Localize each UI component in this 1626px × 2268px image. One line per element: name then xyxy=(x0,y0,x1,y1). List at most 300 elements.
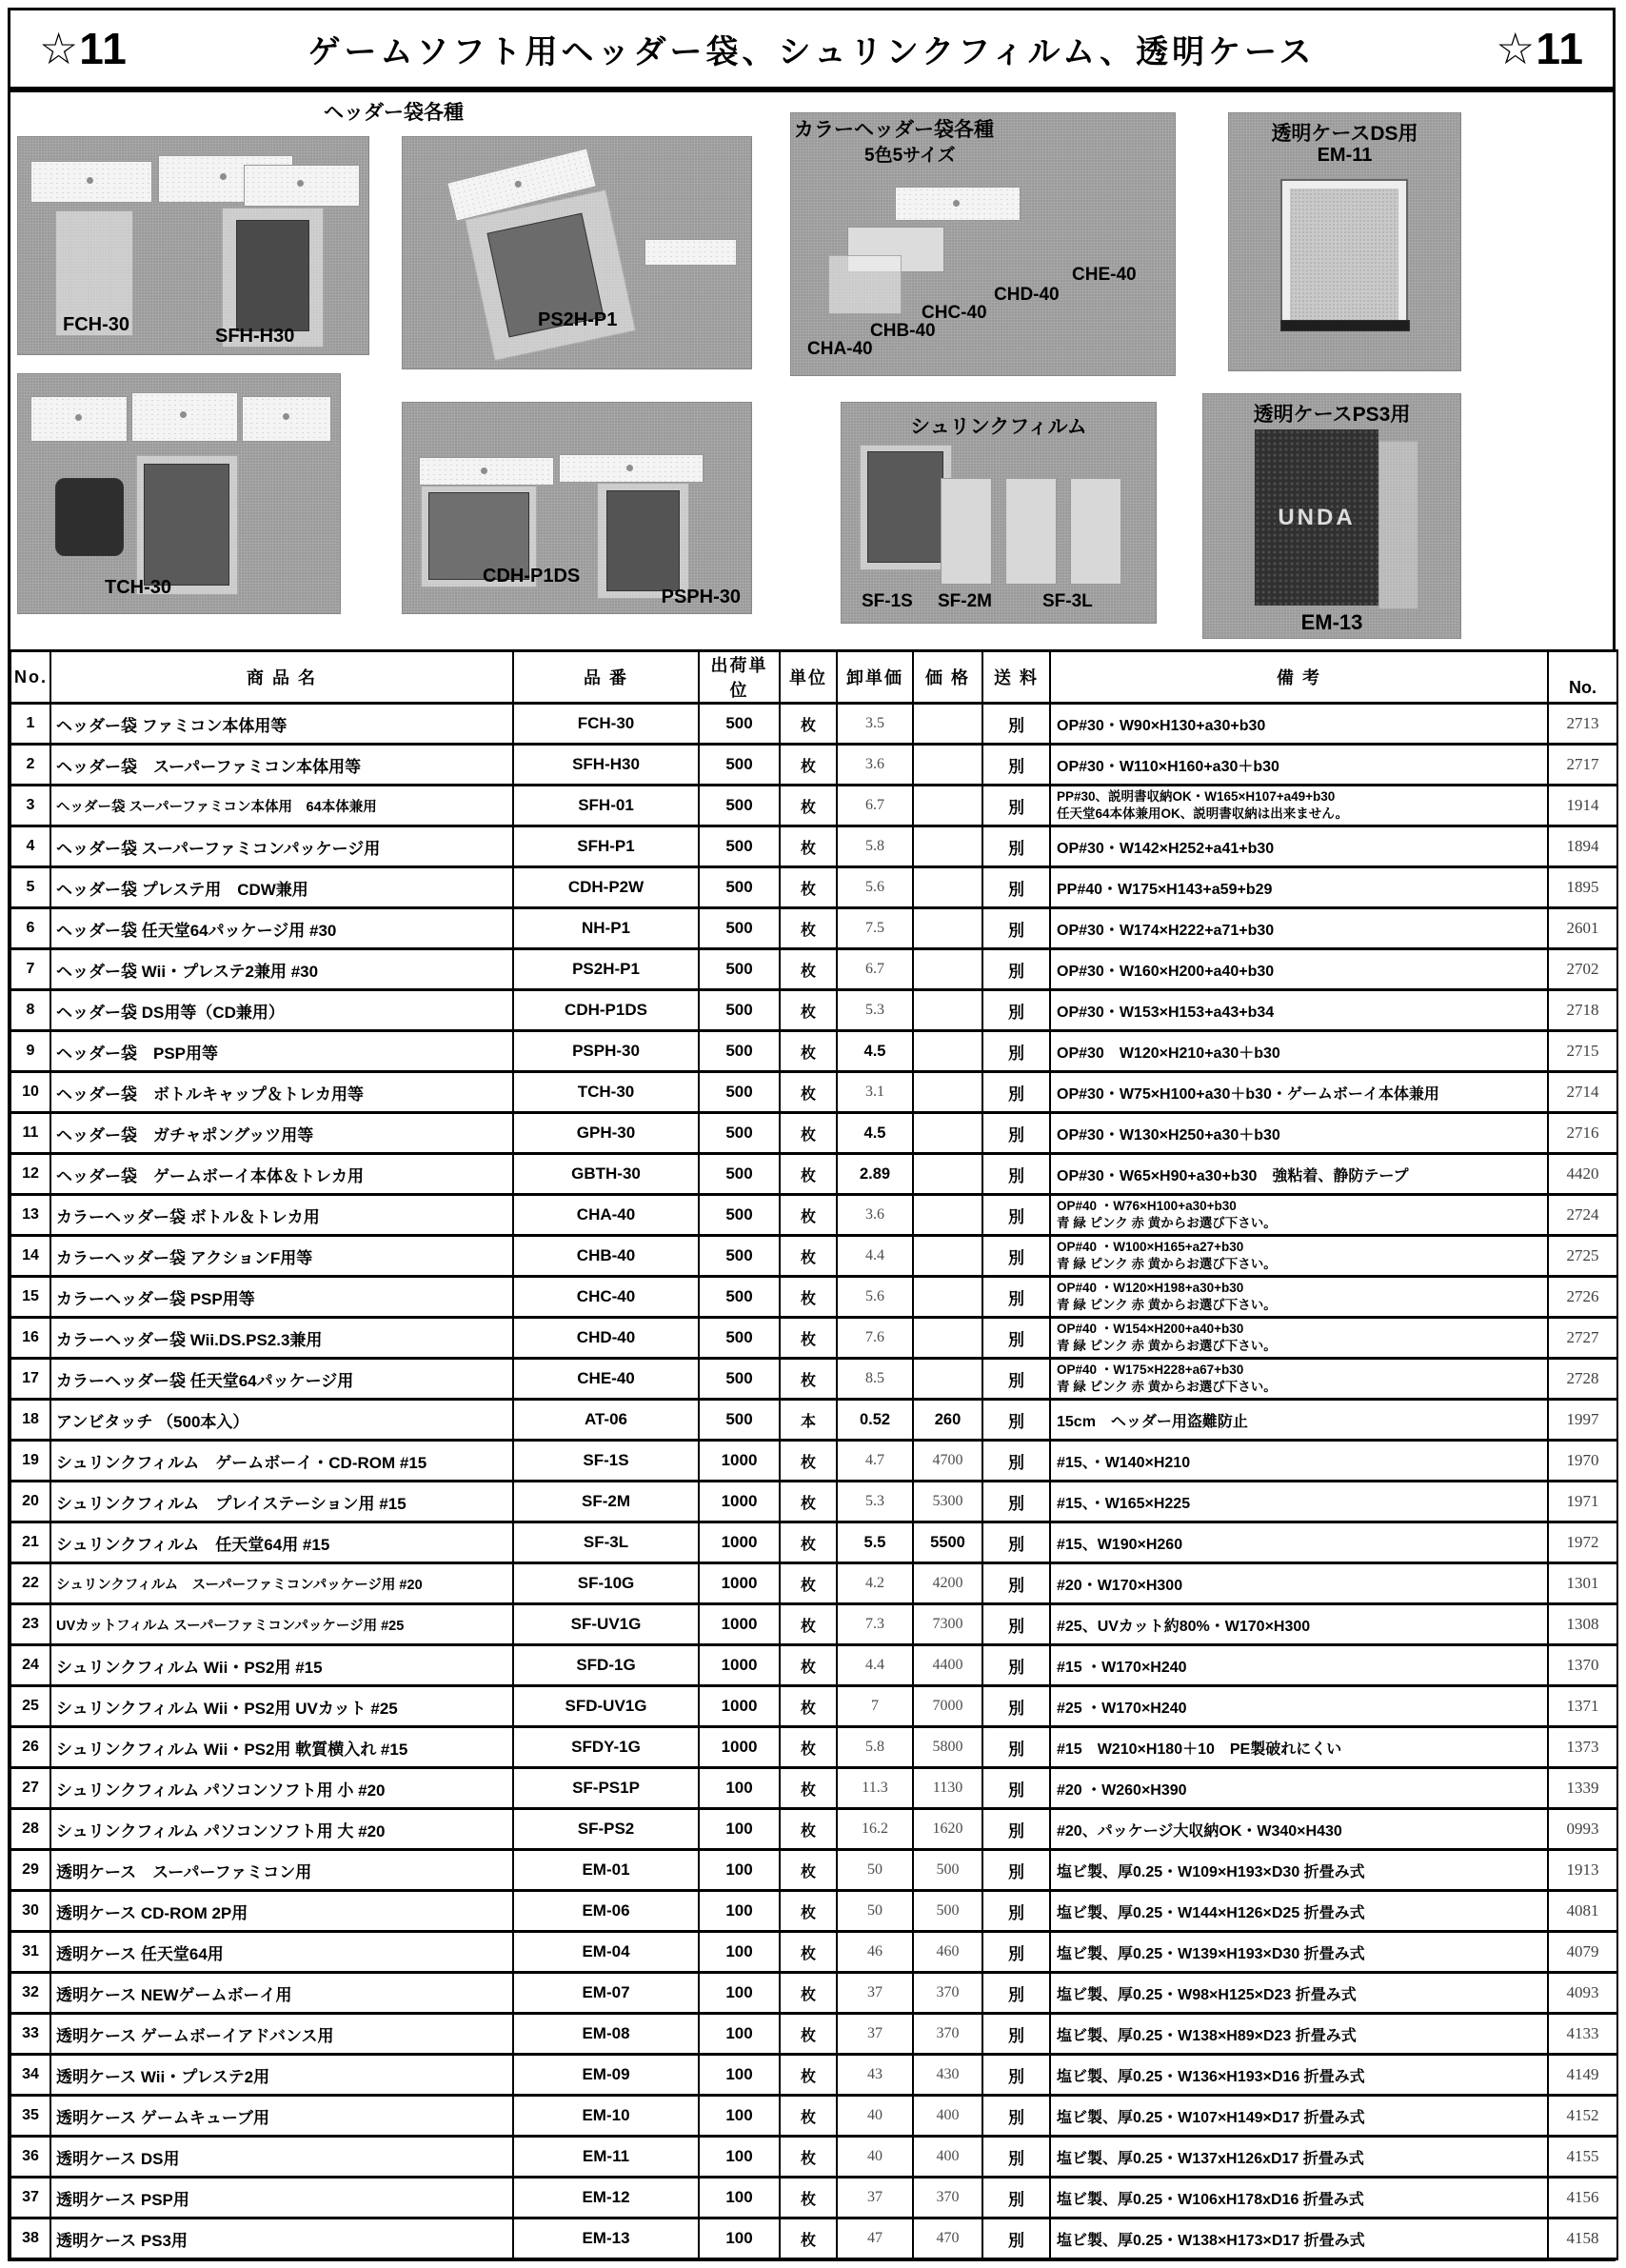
shipping: 別 xyxy=(982,1236,1050,1277)
photo-label: SF-1S xyxy=(862,591,913,611)
shipping: 別 xyxy=(982,1441,1050,1482)
table-row xyxy=(10,2178,1617,2218)
table-row xyxy=(10,1768,1617,1809)
row-no: 26 xyxy=(10,1727,50,1768)
unit: 枚 xyxy=(780,2096,837,2137)
wholesale-price: 4.5 xyxy=(837,1031,913,1072)
product-name: 透明ケース DS用 xyxy=(50,2137,513,2178)
ship-unit: 1000 xyxy=(699,1441,780,1482)
product-code: SFDY-1G xyxy=(513,1727,699,1768)
wholesale-price: 11.3 xyxy=(837,1768,913,1809)
catalog-no: 1339 xyxy=(1548,1768,1617,1809)
wholesale-price: 7.6 xyxy=(837,1318,913,1359)
product-name: ヘッダー袋 DS用等（CD兼用） xyxy=(50,990,513,1031)
wholesale-price: 4.4 xyxy=(837,1645,913,1686)
shipping: 別 xyxy=(982,1686,1050,1727)
ship-unit: 500 xyxy=(699,1277,780,1318)
shipping: 別 xyxy=(982,1645,1050,1686)
catalog-no: 2714 xyxy=(1548,1072,1617,1113)
wholesale-price: 4.5 xyxy=(837,1113,913,1154)
product-code: EM-12 xyxy=(513,2178,699,2218)
wholesale-price: 47 xyxy=(837,2218,913,2259)
catalog-no: 2716 xyxy=(1548,1113,1617,1154)
unit: 枚 xyxy=(780,2014,837,2055)
row-no: 3 xyxy=(10,786,50,826)
product-table xyxy=(10,649,1618,2260)
unit: 枚 xyxy=(780,1113,837,1154)
product-code: GBTH-30 xyxy=(513,1154,699,1195)
product-code: SF-2M xyxy=(513,1482,699,1522)
wholesale-price: 6.7 xyxy=(837,949,913,990)
shipping: 別 xyxy=(982,1359,1050,1400)
product-name: シュリンクフィルム スーパーファミコンパッケージ用 #20 xyxy=(50,1563,513,1604)
wholesale-price: 50 xyxy=(837,1850,913,1891)
film-pane xyxy=(1005,478,1057,585)
shipping: 別 xyxy=(982,1400,1050,1441)
product-code: PS2H-P1 xyxy=(513,949,699,990)
ship-unit: 500 xyxy=(699,867,780,908)
photo-label: FCH-30 xyxy=(63,314,130,335)
row-no: 4 xyxy=(10,826,50,867)
wholesale-price: 8.5 xyxy=(837,1359,913,1400)
row-no: 18 xyxy=(10,1400,50,1441)
hang-hole xyxy=(220,173,227,180)
hang-hole xyxy=(626,465,633,471)
wholesale-price: 40 xyxy=(837,2096,913,2137)
remarks: OP#40 ・W76×H100+a30+b30 青 緑 ピンク 赤 黄からお選び下さい。 xyxy=(1050,1195,1548,1236)
shipping: 別 xyxy=(982,1850,1050,1891)
catalog-no: 1997 xyxy=(1548,1400,1617,1441)
shipping: 別 xyxy=(982,1809,1050,1850)
price xyxy=(913,1113,982,1154)
ship-unit: 1000 xyxy=(699,1727,780,1768)
unit: 枚 xyxy=(780,1768,837,1809)
row-no: 33 xyxy=(10,2014,50,2055)
product-name: 透明ケース スーパーファミコン用 xyxy=(50,1850,513,1891)
catalog-no: 1895 xyxy=(1548,867,1617,908)
price xyxy=(913,826,982,867)
wholesale-price: 5.3 xyxy=(837,990,913,1031)
row-no: 1 xyxy=(10,704,50,745)
price: 5300 xyxy=(913,1482,982,1522)
shipping: 別 xyxy=(982,1891,1050,1932)
unit: 枚 xyxy=(780,867,837,908)
photo-label: CHD-40 xyxy=(994,285,1060,305)
product-name: ヘッダー袋 スーパーファミコン本体用等 xyxy=(50,745,513,786)
price: 460 xyxy=(913,1932,982,1973)
price xyxy=(913,908,982,949)
product-name: ヘッダー袋 スーパーファミコンパッケージ用 xyxy=(50,826,513,867)
catalog-no: 1301 xyxy=(1548,1563,1617,1604)
remarks: 塩ビ製、厚0.25・W107×H149×D17 折畳み式 xyxy=(1050,2096,1548,2137)
price: 500 xyxy=(913,1850,982,1891)
catalog-no: 1370 xyxy=(1548,1645,1617,1686)
row-no: 5 xyxy=(10,867,50,908)
photo-label: CHC-40 xyxy=(922,303,987,323)
ship-unit: 1000 xyxy=(699,1645,780,1686)
remarks: 塩ビ製、厚0.25・W144×H126×D25 折畳み式 xyxy=(1050,1891,1548,1932)
bag-contents-illustration xyxy=(606,490,680,591)
price: 1130 xyxy=(913,1768,982,1809)
row-no: 9 xyxy=(10,1031,50,1072)
price xyxy=(913,1154,982,1195)
table-row xyxy=(10,2218,1617,2259)
product-code: EM-01 xyxy=(513,1850,699,1891)
unit: 枚 xyxy=(780,2055,837,2096)
wholesale-price: 3.6 xyxy=(837,745,913,786)
product-name: カラーヘッダー袋 PSP用等 xyxy=(50,1277,513,1318)
table-row xyxy=(10,1359,1617,1400)
wholesale-price: 3.1 xyxy=(837,1072,913,1113)
row-no: 6 xyxy=(10,908,50,949)
table-row xyxy=(10,704,1617,745)
catalog-no: 2728 xyxy=(1548,1359,1617,1400)
ship-unit: 100 xyxy=(699,2014,780,2055)
ship-unit: 500 xyxy=(699,990,780,1031)
wholesale-price: 37 xyxy=(837,1973,913,2014)
table-row xyxy=(10,1522,1617,1563)
ship-unit: 100 xyxy=(699,1768,780,1809)
table-row xyxy=(10,1850,1617,1891)
wholesale-price: 7.3 xyxy=(837,1604,913,1645)
bag-illustration xyxy=(559,454,704,483)
catalog-no: 2702 xyxy=(1548,949,1617,990)
shipping: 別 xyxy=(982,2096,1050,2137)
wholesale-price: 40 xyxy=(837,2137,913,2178)
price xyxy=(913,1318,982,1359)
remarks: #15 ・W170×H240 xyxy=(1050,1645,1548,1686)
table-row xyxy=(10,745,1617,786)
unit: 枚 xyxy=(780,1031,837,1072)
product-code: SFH-01 xyxy=(513,786,699,826)
hang-hole xyxy=(297,180,304,187)
catalog-no: 2601 xyxy=(1548,908,1617,949)
product-name: 透明ケース CD-ROM 2P用 xyxy=(50,1891,513,1932)
shipping: 別 xyxy=(982,1154,1050,1195)
price xyxy=(913,990,982,1031)
product-code: SF-UV1G xyxy=(513,1604,699,1645)
price: 400 xyxy=(913,2137,982,2178)
remarks: #25、UVカット約80%・W170×H300 xyxy=(1050,1604,1548,1645)
shipping: 別 xyxy=(982,1482,1050,1522)
table-row xyxy=(10,1727,1617,1768)
product-code: CHC-40 xyxy=(513,1277,699,1318)
product-name: ヘッダー袋 スーパーファミコン本体用 64本体兼用 xyxy=(50,786,513,826)
product-code: CHB-40 xyxy=(513,1236,699,1277)
price xyxy=(913,949,982,990)
film-illustration xyxy=(941,478,1121,585)
catalog-no: 4152 xyxy=(1548,2096,1617,2137)
product-photo-color-header-bags xyxy=(790,112,1176,376)
wholesale-price: 0.52 xyxy=(837,1400,913,1441)
table-row xyxy=(10,908,1617,949)
ship-unit: 500 xyxy=(699,1400,780,1441)
product-code: AT-06 xyxy=(513,1400,699,1441)
price xyxy=(913,867,982,908)
hang-hole xyxy=(953,200,960,207)
col-header-no: No. xyxy=(10,651,50,704)
row-no: 31 xyxy=(10,1932,50,1973)
unit: 枚 xyxy=(780,1686,837,1727)
catalog-no: 2717 xyxy=(1548,745,1617,786)
row-no: 38 xyxy=(10,2218,50,2259)
price: 400 xyxy=(913,2096,982,2137)
wholesale-price: 5.3 xyxy=(837,1482,913,1522)
hang-hole xyxy=(283,413,289,420)
catalog-no: 1894 xyxy=(1548,826,1617,867)
hang-hole xyxy=(87,177,93,184)
row-no: 23 xyxy=(10,1604,50,1645)
price: 260 xyxy=(913,1400,982,1441)
product-name: ヘッダー袋 PSP用等 xyxy=(50,1031,513,1072)
remarks: OP#30・W174×H222+a71+b30 xyxy=(1050,908,1548,949)
product-name: カラーヘッダー袋 Wii.DS.PS2.3兼用 xyxy=(50,1318,513,1359)
row-no: 19 xyxy=(10,1441,50,1482)
shipping: 別 xyxy=(982,2178,1050,2218)
hang-hole xyxy=(514,180,522,188)
col-header-ship-unit: 出荷単位 xyxy=(699,651,780,704)
product-code: SF-PS2 xyxy=(513,1809,699,1850)
shipping: 別 xyxy=(982,1522,1050,1563)
case-illustration xyxy=(1378,441,1418,609)
wholesale-price: 5.6 xyxy=(837,1277,913,1318)
ship-unit: 500 xyxy=(699,704,780,745)
product-code: EM-08 xyxy=(513,2014,699,2055)
ship-unit: 100 xyxy=(699,1932,780,1973)
ship-unit: 100 xyxy=(699,2137,780,2178)
col-header-unit: 単位 xyxy=(780,651,837,704)
product-name: 透明ケース ゲームボーイアドバンス用 xyxy=(50,2014,513,2055)
product-code: SFD-UV1G xyxy=(513,1686,699,1727)
unit: 枚 xyxy=(780,1809,837,1850)
remarks: OP#40 ・W175×H228+a67+b30 青 緑 ピンク 赤 黄からお選び下さい。 xyxy=(1050,1359,1548,1400)
shipping: 別 xyxy=(982,2014,1050,2055)
col-header-remarks: 備 考 xyxy=(1050,651,1548,704)
bag-illustration xyxy=(30,396,128,442)
ship-unit: 500 xyxy=(699,1072,780,1113)
bag-contents-illustration xyxy=(236,220,309,331)
price xyxy=(913,745,982,786)
catalog-no: 2726 xyxy=(1548,1277,1617,1318)
shipping: 別 xyxy=(982,990,1050,1031)
catalog-no: 1371 xyxy=(1548,1686,1617,1727)
remarks: #25 ・W170×H240 xyxy=(1050,1686,1548,1727)
page-number-right: ☆11 xyxy=(1496,24,1584,73)
unit: 枚 xyxy=(780,2137,837,2178)
hang-hole xyxy=(180,411,187,418)
catalog-no: 2725 xyxy=(1548,1236,1617,1277)
shipping: 別 xyxy=(982,1768,1050,1809)
product-name: ヘッダー袋 プレステ用 CDW兼用 xyxy=(50,867,513,908)
photo-label: TCH-30 xyxy=(105,577,172,598)
ship-unit: 500 xyxy=(699,1154,780,1195)
remarks: OP#40 ・W120×H198+a30+b30 青 緑 ピンク 赤 黄からお選び下さい。 xyxy=(1050,1277,1548,1318)
bag-illustration xyxy=(244,165,360,207)
remarks: OP#30・W75×H100+a30＋b30・ゲームボーイ本体兼用 xyxy=(1050,1072,1548,1113)
catalog-no: 2713 xyxy=(1548,704,1617,745)
ship-unit: 1000 xyxy=(699,1563,780,1604)
catalog-no: 1914 xyxy=(1548,786,1617,826)
ship-unit: 500 xyxy=(699,1195,780,1236)
product-name: 透明ケース Wii・プレステ2用 xyxy=(50,2055,513,2096)
table-row xyxy=(10,1645,1617,1686)
unit: 枚 xyxy=(780,1195,837,1236)
wholesale-price: 4.2 xyxy=(837,1563,913,1604)
table-row xyxy=(10,1236,1617,1277)
remarks: #15 W210×H180＋10 PE製破れにくい xyxy=(1050,1727,1548,1768)
case-cover-art xyxy=(1255,429,1378,606)
row-no: 13 xyxy=(10,1195,50,1236)
bag-illustration xyxy=(30,161,152,203)
page-title: ゲームソフト用ヘッダー袋、シュリンクフィルム、透明ケース xyxy=(307,33,1316,70)
ship-unit: 500 xyxy=(699,1236,780,1277)
product-name: ヘッダー袋 ボトルキャップ＆トレカ用等 xyxy=(50,1072,513,1113)
remarks: 塩ビ製、厚0.25・W136×H193×D16 折畳み式 xyxy=(1050,2055,1548,2096)
product-code: EM-04 xyxy=(513,1932,699,1973)
product-name: ヘッダー袋 ゲームボーイ本体＆トレカ用 xyxy=(50,1154,513,1195)
remarks: OP#30・W65×H90+a30+b30 強粘着、静防テープ xyxy=(1050,1154,1548,1195)
catalog-no: 1971 xyxy=(1548,1482,1617,1522)
wholesale-price: 3.6 xyxy=(837,1195,913,1236)
ship-unit: 100 xyxy=(699,1809,780,1850)
remarks: OP#30・W90×H130+a30+b30 xyxy=(1050,704,1548,745)
case-cover-art xyxy=(1290,189,1398,321)
table-row xyxy=(10,1932,1617,1973)
shipping: 別 xyxy=(982,867,1050,908)
product-name: シュリンクフィルム プレイステーション用 #15 xyxy=(50,1482,513,1522)
photo-label: CHA-40 xyxy=(807,339,873,359)
price xyxy=(913,1359,982,1400)
price xyxy=(913,704,982,745)
product-name: シュリンクフィルム パソコンソフト用 大 #20 xyxy=(50,1809,513,1850)
row-no: 35 xyxy=(10,2096,50,2137)
product-photo-clear-case-ds xyxy=(1228,112,1461,371)
catalog-no: 4420 xyxy=(1548,1154,1617,1195)
ship-unit: 500 xyxy=(699,786,780,826)
catalog-no: 1972 xyxy=(1548,1522,1617,1563)
product-code: CHD-40 xyxy=(513,1318,699,1359)
ship-unit: 500 xyxy=(699,1359,780,1400)
table-row xyxy=(10,1891,1617,1932)
ship-unit: 500 xyxy=(699,826,780,867)
remarks: OP#40 ・W100×H165+a27+b30 青 緑 ピンク 赤 黄からお選び下さい。 xyxy=(1050,1236,1548,1277)
unit: 枚 xyxy=(780,1645,837,1686)
photo-title: シュリンクフィルム xyxy=(910,416,1087,438)
price: 5800 xyxy=(913,1727,982,1768)
photo-title: カラーヘッダー袋各種 xyxy=(794,119,994,141)
film-pane xyxy=(941,478,992,585)
wholesale-price: 16.2 xyxy=(837,1809,913,1850)
unit: 枚 xyxy=(780,1973,837,2014)
shipping: 別 xyxy=(982,1604,1050,1645)
table-row xyxy=(10,1809,1617,1850)
product-code: FCH-30 xyxy=(513,704,699,745)
photo-label: CDH-P1DS xyxy=(483,566,581,587)
product-photo-cdh-psph xyxy=(402,402,752,614)
catalog-no: 2727 xyxy=(1548,1318,1617,1359)
unit: 枚 xyxy=(780,1850,837,1891)
remarks: 塩ビ製、厚0.25・W138×H173×D17 折畳み式 xyxy=(1050,2218,1548,2259)
photo-label: CHE-40 xyxy=(1072,265,1137,285)
shipping: 別 xyxy=(982,1195,1050,1236)
unit: 枚 xyxy=(780,1154,837,1195)
product-code: SFH-P1 xyxy=(513,826,699,867)
photo-label: SFH-H30 xyxy=(215,326,295,347)
price: 370 xyxy=(913,1973,982,2014)
unit: 枚 xyxy=(780,1441,837,1482)
product-name: 透明ケース 任天堂64用 xyxy=(50,1932,513,1973)
price xyxy=(913,1277,982,1318)
unit: 枚 xyxy=(780,1072,837,1113)
catalog-table-body xyxy=(10,704,1617,2259)
catalog-no: 4155 xyxy=(1548,2137,1617,2178)
table-row xyxy=(10,2014,1617,2055)
table-row xyxy=(10,2096,1617,2137)
col-header-product-name: 商 品 名 xyxy=(50,651,513,704)
row-no: 10 xyxy=(10,1072,50,1113)
col-header-price: 価 格 xyxy=(913,651,982,704)
price: 370 xyxy=(913,2178,982,2218)
product-code: CHE-40 xyxy=(513,1359,699,1400)
table-row xyxy=(10,1441,1617,1482)
unit: 枚 xyxy=(780,1932,837,1973)
price: 7000 xyxy=(913,1686,982,1727)
product-code: SFH-H30 xyxy=(513,745,699,786)
remarks: PP#30、説明書収納OK・W165×H107+a49+b30 任天堂64本体兼用OK、説明書収納は出来ません。 xyxy=(1050,786,1548,826)
photo-title: 透明ケースPS3用 xyxy=(1253,404,1411,426)
unit: 枚 xyxy=(780,1277,837,1318)
table-row xyxy=(10,1195,1617,1236)
wholesale-price: 50 xyxy=(837,1891,913,1932)
product-name: 透明ケース PS3用 xyxy=(50,2218,513,2259)
product-code: EM-13 xyxy=(513,2218,699,2259)
catalog-no: 1970 xyxy=(1548,1441,1617,1482)
wholesale-price: 2.89 xyxy=(837,1154,913,1195)
table-row xyxy=(10,949,1617,990)
shipping: 別 xyxy=(982,1973,1050,2014)
col-header-shipping: 送 料 xyxy=(982,651,1050,704)
remarks: 塩ビ製、厚0.25・W138×H89×D23 折畳み式 xyxy=(1050,2014,1548,2055)
ship-unit: 100 xyxy=(699,2218,780,2259)
row-no: 29 xyxy=(10,1850,50,1891)
row-no: 2 xyxy=(10,745,50,786)
remarks: #20 ・W260×H390 xyxy=(1050,1768,1548,1809)
ship-unit: 1000 xyxy=(699,1604,780,1645)
bag-illustration xyxy=(895,187,1021,221)
row-no: 14 xyxy=(10,1236,50,1277)
bag-illustration xyxy=(131,392,238,442)
row-no: 27 xyxy=(10,1768,50,1809)
product-name: 透明ケース PSP用 xyxy=(50,2178,513,2218)
remarks: 15cm ヘッダー用盗難防止 xyxy=(1050,1400,1548,1441)
ship-unit: 100 xyxy=(699,2096,780,2137)
table-row xyxy=(10,1072,1617,1113)
product-photo-tch-30 xyxy=(17,373,341,614)
photo-label: PSPH-30 xyxy=(661,587,741,607)
product-code: GPH-30 xyxy=(513,1113,699,1154)
shipping: 別 xyxy=(982,2137,1050,2178)
product-name: アンビタッチ （500本入） xyxy=(50,1400,513,1441)
product-code: EM-06 xyxy=(513,1891,699,1932)
case-illustration xyxy=(1280,179,1408,330)
catalog-no: 4079 xyxy=(1548,1932,1617,1973)
wholesale-price: 5.8 xyxy=(837,1727,913,1768)
product-code: SFD-1G xyxy=(513,1645,699,1686)
page-number-left: ☆11 xyxy=(39,24,128,73)
remarks: #15、・W140×H210 xyxy=(1050,1441,1548,1482)
remarks: 塩ビ製、厚0.25・W109×H193×D30 折畳み式 xyxy=(1050,1850,1548,1891)
remarks: OP#30・W153×H153+a43+b34 xyxy=(1050,990,1548,1031)
